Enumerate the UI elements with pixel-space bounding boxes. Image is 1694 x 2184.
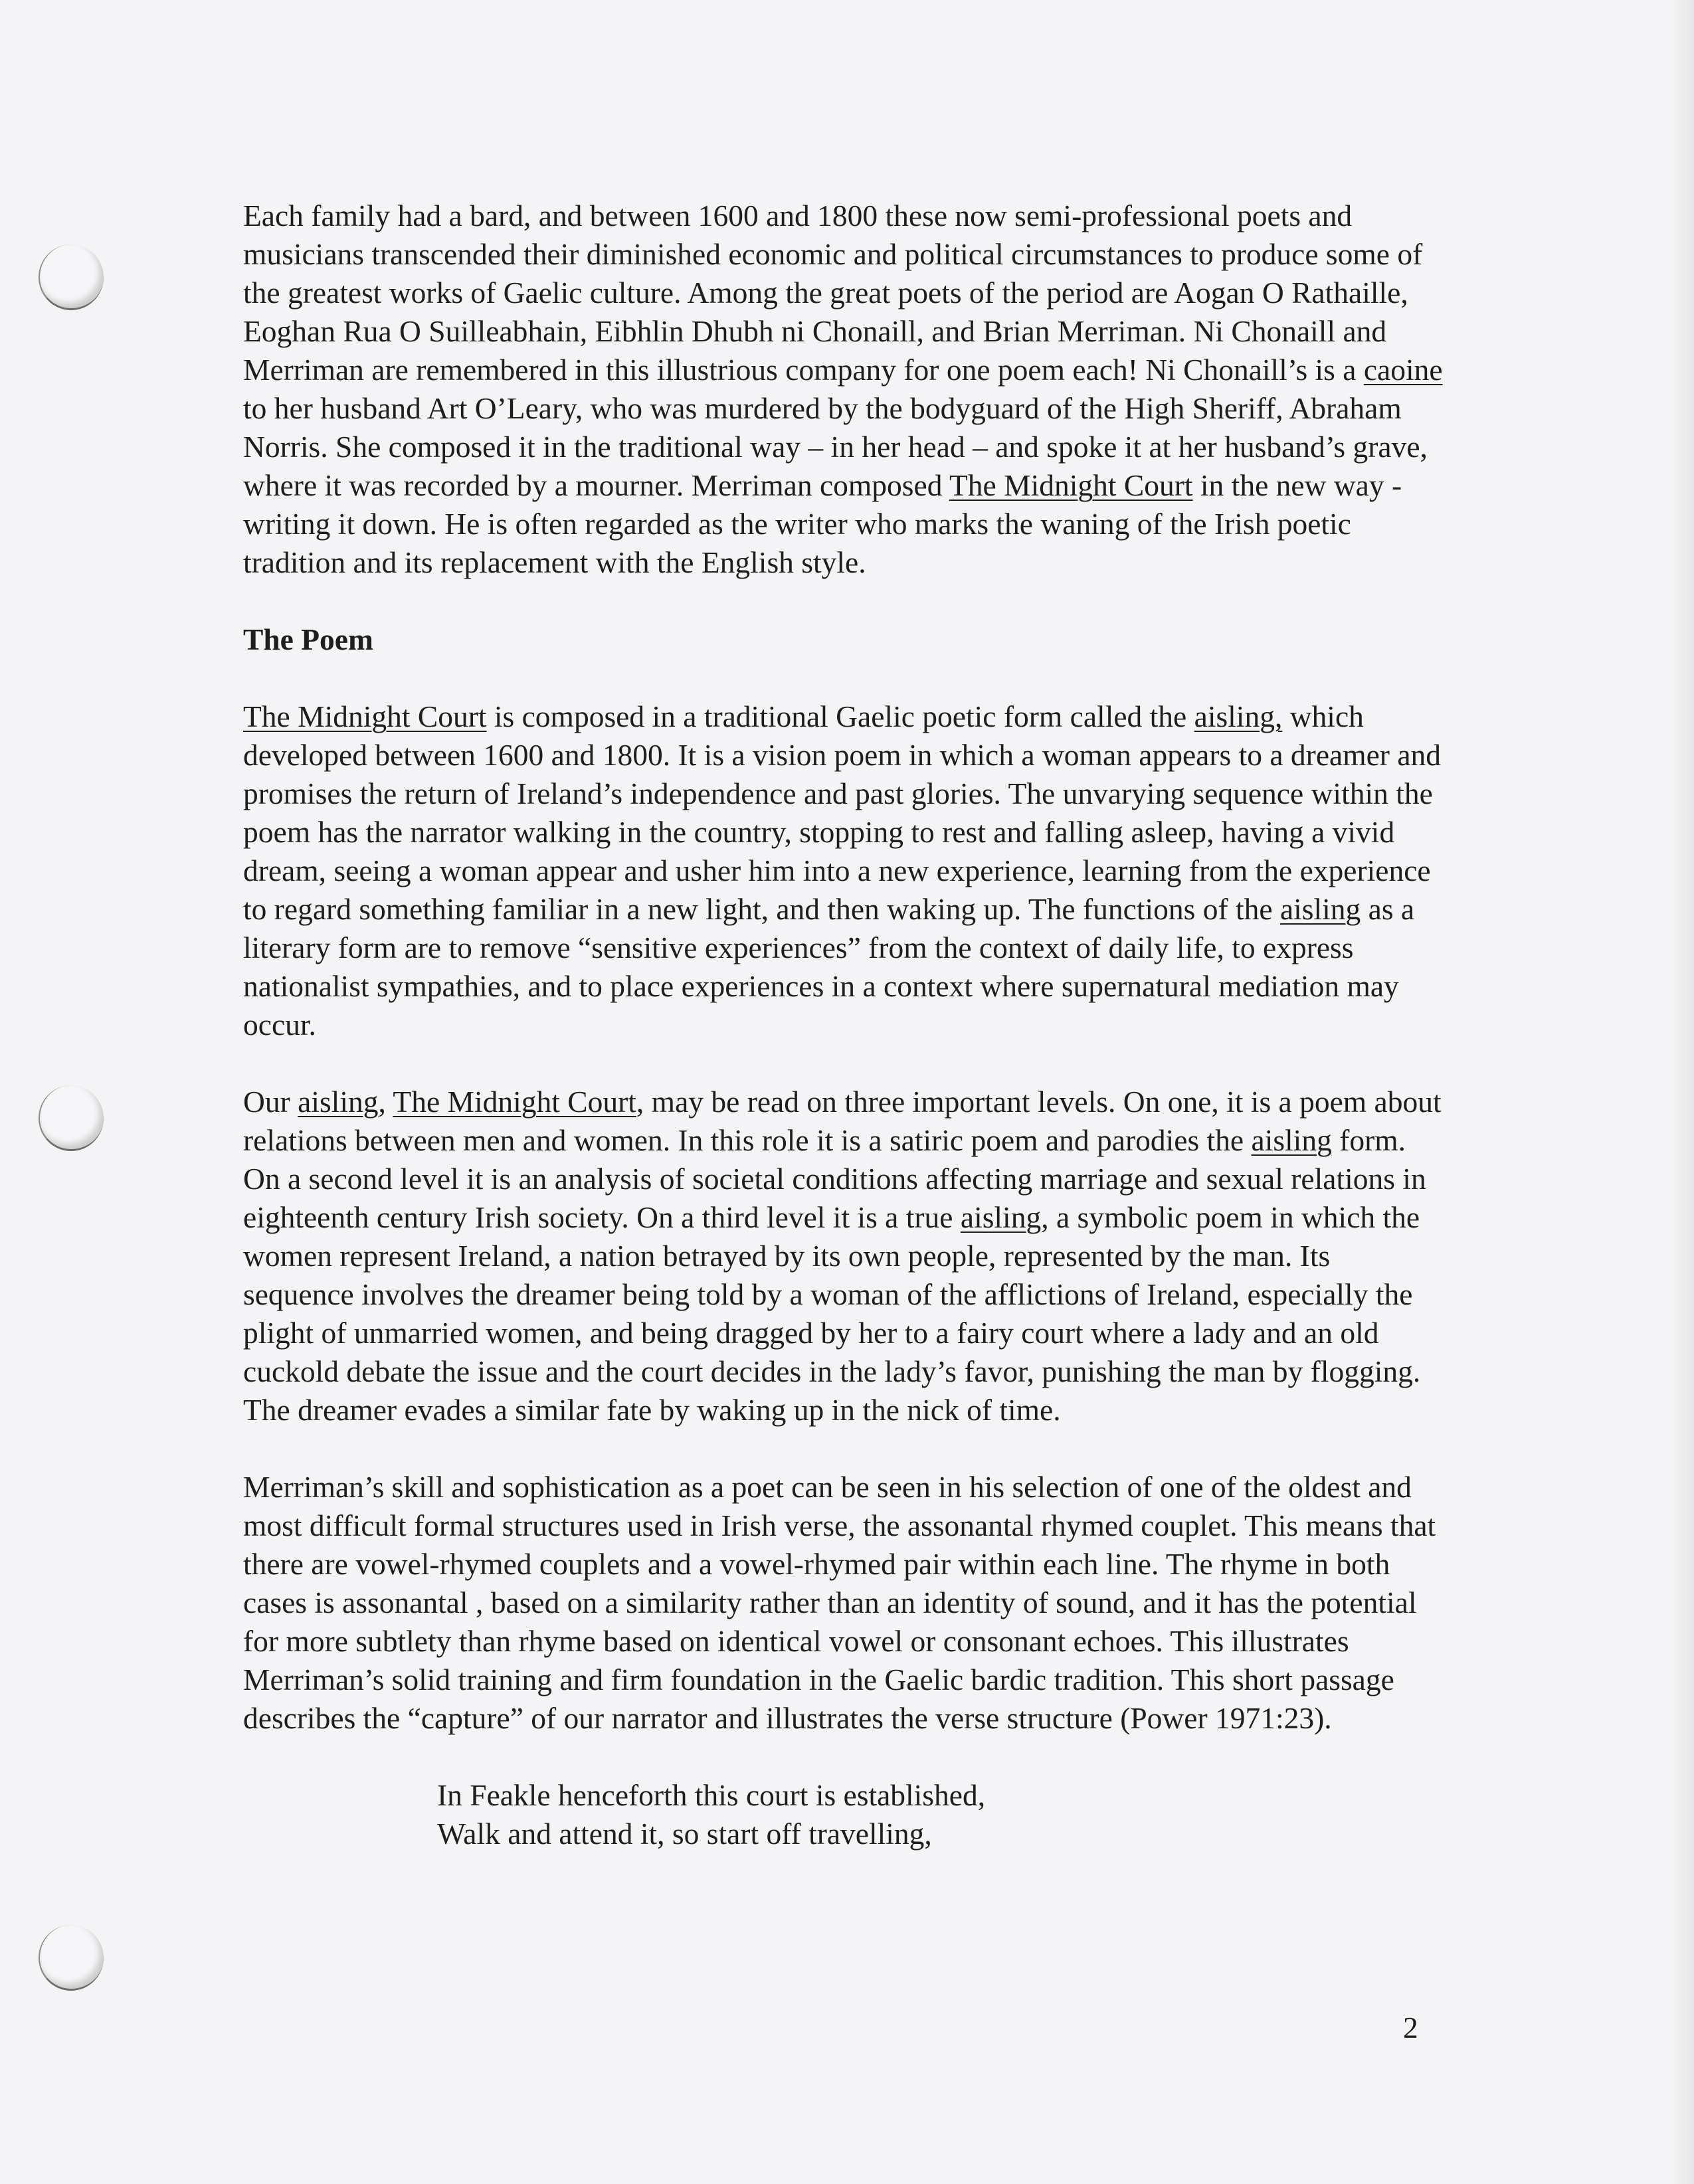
page-edge-shadow (1671, 0, 1694, 2184)
paragraph-text: as a literary form are to remove “sensitive experiences” from the context of daily life, to express nationalist sympathies, and to place experiences in a context where supernatural mediation may occur. (243, 892, 1415, 1042)
title-midnight-court: The Midnight Court (393, 1085, 636, 1119)
paragraph-text: to her husband Art O’Leary, who was murdered by the bodyguard of the High Sheriff, Abraham Norris. She composed it in the traditional way – in her head – and spoke it at her husband’s grave, where it was recorded by a mourner. Merriman composed (243, 391, 1428, 502)
poem-excerpt (243, 1776, 1446, 1853)
term-aisling: aisling (1251, 1123, 1332, 1157)
page-number: 2 (1403, 2011, 1418, 2045)
paragraph-aisling-form (243, 697, 1446, 1044)
binder-hole-bottom (39, 1925, 104, 1991)
term-aisling: aisling (1279, 892, 1361, 926)
paragraph-text: , (378, 1085, 393, 1119)
binder-hole-top (39, 244, 104, 310)
title-midnight-court: The Midnight Court (949, 468, 1193, 502)
paragraph-text: form. On a second level it is an analysis of societal conditions affecting marriage and sexual relations in eighteenth century Irish society. On a third level it is a true (243, 1123, 1426, 1234)
paragraph-text: is composed in a traditional Gaelic poetic form called the (486, 699, 1194, 733)
paragraph-text: which developed between 1600 and 1800. It is a vision poem in which a woman appears to a dreamer and promises the return of Ireland’s independence and past glories. The unvarying sequence within the poem has the narrator walking in the country, stopping to rest and falling asleep, having a vivid dream, seeing a woman appear and usher him into a new experience, learning from the experience to regard something familiar in a new light, and then waking up. The functions of the (243, 699, 1442, 926)
paragraph-text: , a symbolic poem in which the women represent Ireland, a nation betrayed by its own people, represented by the man. Its sequence involves the dreamer being told by a woman of the afflictions of Ireland, especially the plight of unmarried women, and being dragged by her to a fairy court where a lady and an old cuckold debate the issue and the court decides in the lady’s favor, punishing the man by flogging. The dreamer evades a similar fate by waking up in the nick of time. (243, 1200, 1421, 1427)
poem-line: Walk and attend it, so start off travelling, (437, 1817, 932, 1851)
paragraph-text: , may be read on three important levels. On one, it is a poem about relations between men and women. In this role it is a satiric poem and parodies the (243, 1085, 1442, 1157)
term-caoine: caoine (1363, 353, 1443, 387)
section-heading: The Poem (243, 622, 373, 656)
term-aisling: aisling (298, 1085, 379, 1119)
paragraph-three-levels (243, 1083, 1446, 1429)
paragraph-text: Our (243, 1085, 298, 1119)
term-aisling: aisling (960, 1200, 1042, 1234)
document-body (243, 197, 1446, 1853)
paragraph-text: Merriman’s skill and sophistication as a poet can be seen in his selection of one of the oldest and most difficult formal structures used in Irish verse, the assonantal rhymed couplet. This means that there are vowel-rhymed couplets and a vowel-rhymed pair within each line. The rhyme in both cases is assonantal , based on a similarity rather than an identity of sound, and it has the potential for more subtlety than rhyme based on identical vowel or consonant echoes. This illustrates Merriman’s solid training and firm foundation in the Gaelic bardic tradition. This short passage describes the “capture” of our narrator and illustrates the verse structure (Power 1971:23). (243, 1470, 1436, 1735)
paragraph-bard-history (243, 197, 1446, 582)
paragraph-text: Each family had a bard, and between 1600 and 1800 these now semi-professional poets and musicians transcended their diminished economic and political circumstances to produce some of the greatest works of Gaelic culture. Among the great poets of the period are Aogan O Rathaille, Eoghan Rua O Suilleabhain, Eibhlin Dhubh ni Chonaill, and Brian Merriman. Ni Chonaill and Merriman are remembered in this illustrious company for one poem each! Ni Chonaill’s is a (243, 199, 1423, 387)
binder-hole-middle (39, 1085, 104, 1151)
paragraph-verse-structure (243, 1468, 1446, 1738)
term-aisling: aisling, (1194, 699, 1283, 733)
title-midnight-court: The Midnight Court (243, 699, 487, 733)
paragraph-text: in the new way - writing it down. He is often regarded as the writer who marks the waning of the Irish poetic tradition and its replacement with the English style. (243, 468, 1402, 579)
poem-line: In Feakle henceforth this court is established, (437, 1778, 986, 1812)
